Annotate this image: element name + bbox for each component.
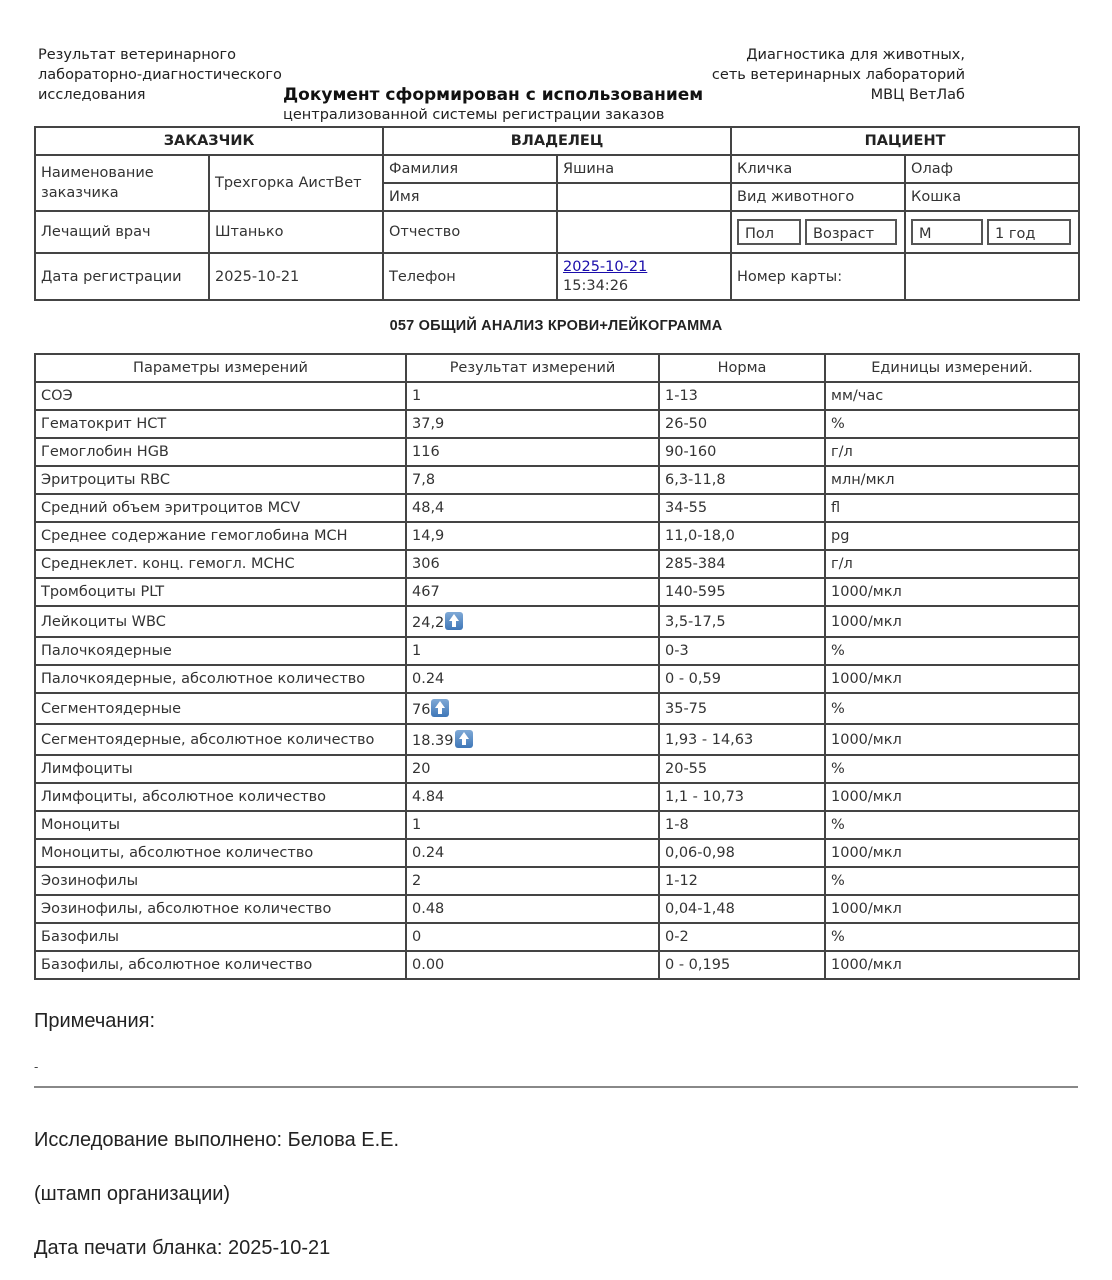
cell-norm <box>659 839 825 867</box>
cell-unit <box>825 550 1079 578</box>
cell-value <box>406 951 659 979</box>
norm-text: 1-8 <box>665 817 689 833</box>
cell-norm <box>659 438 825 466</box>
norm-text: 1-12 <box>665 873 698 889</box>
norm-text: 0,04-1,48 <box>665 901 735 917</box>
cell-norm <box>659 637 825 665</box>
cell-unit <box>825 410 1079 438</box>
cell-param <box>35 494 406 522</box>
card-number-value <box>905 253 1079 300</box>
param-text: Лимфоциты <box>41 761 133 777</box>
param-text: Эозинофилы <box>41 873 139 889</box>
cell-value <box>406 606 659 637</box>
cell-unit <box>825 466 1079 494</box>
patient-sex-age-labels <box>731 211 905 253</box>
norm-text: 0-2 <box>665 929 689 945</box>
param-text: Лимфоциты, абсолютное количество <box>41 789 327 805</box>
table-row <box>35 578 1079 606</box>
value-text: 0.24 <box>412 845 445 861</box>
norm-text: 0,06-0,98 <box>665 845 735 861</box>
table-row <box>35 755 1079 783</box>
cell-param <box>35 550 406 578</box>
param-text: Гематокрит HCT <box>41 416 167 432</box>
cell-param <box>35 839 406 867</box>
unit-text: г/л <box>831 444 853 460</box>
cell-param <box>35 466 406 494</box>
doctor-value: Штанько <box>209 211 383 253</box>
cell-norm <box>659 410 825 438</box>
col-header-parameter: Параметры измерений <box>35 354 406 382</box>
cell-norm <box>659 382 825 410</box>
norm-text: 34-55 <box>665 500 708 516</box>
document-title: Документ сформирован с использованием <box>283 85 704 105</box>
order-info-table <box>34 126 1080 301</box>
patient-nickname-value: Олаф <box>905 155 1079 183</box>
unit-text: % <box>831 929 845 945</box>
param-text: Тромбоциты PLT <box>41 584 165 600</box>
table-row <box>35 693 1079 724</box>
norm-text: 3,5-17,5 <box>665 613 726 630</box>
print-date: Дата печати бланка: 2025-10-21 <box>34 1237 331 1259</box>
notes-label: Примечания: <box>34 1010 156 1032</box>
cell-unit <box>825 606 1079 637</box>
owner-name-value <box>557 183 731 211</box>
arrow-up-icon <box>455 730 473 748</box>
cell-unit <box>825 665 1079 693</box>
value-text: 1 <box>412 817 422 833</box>
value-text: 0.48 <box>412 901 445 917</box>
sex-label: Пол <box>737 219 801 245</box>
cell-param <box>35 783 406 811</box>
unit-text: % <box>831 873 845 889</box>
cell-unit <box>825 724 1079 755</box>
cell-unit <box>825 867 1079 895</box>
cell-value <box>406 410 659 438</box>
cell-param <box>35 755 406 783</box>
table-row <box>35 923 1079 951</box>
age-label: Возраст <box>805 219 897 245</box>
unit-text: % <box>831 817 845 833</box>
cell-norm <box>659 693 825 724</box>
cell-unit <box>825 951 1079 979</box>
cell-param <box>35 637 406 665</box>
lab-name-line: МВЦ ВетЛаб <box>870 87 965 103</box>
document-subtitle: централизованной системы регистрации заказов <box>283 107 665 123</box>
param-text: Эритроциты RBC <box>41 472 170 488</box>
age-value: 1 год <box>987 219 1071 245</box>
norm-text: 1,93 - 14,63 <box>665 731 754 748</box>
table-row <box>35 382 1079 410</box>
cell-norm <box>659 466 825 494</box>
cell-value <box>406 783 659 811</box>
owner-patronymic-label: Отчество <box>383 211 557 253</box>
cell-value <box>406 839 659 867</box>
cell-norm <box>659 811 825 839</box>
param-text: Базофилы <box>41 929 119 945</box>
table-row <box>35 811 1079 839</box>
cell-value <box>406 522 659 550</box>
param-text: Палочкоядерные, абсолютное количество <box>41 671 366 687</box>
cell-value <box>406 665 659 693</box>
norm-text: 140-595 <box>665 584 726 600</box>
cell-value <box>406 438 659 466</box>
performed-by: Исследование выполнено: Белова Е.Е. <box>34 1129 400 1151</box>
unit-text: fl <box>831 500 841 516</box>
table-row <box>35 410 1079 438</box>
cell-unit <box>825 494 1079 522</box>
param-text: Сегментоядерные, абсолютное количество <box>41 731 375 748</box>
arrow-up-icon <box>431 699 449 717</box>
param-text: Гемоглобин HGB <box>41 444 169 460</box>
cell-param <box>35 665 406 693</box>
unit-text: 1000/мкл <box>831 731 902 748</box>
value-text: 37,9 <box>412 416 445 432</box>
cell-unit <box>825 839 1079 867</box>
table-row <box>35 665 1079 693</box>
organization-stamp: (штамп организации) <box>34 1183 231 1205</box>
param-text: Моноциты <box>41 817 120 833</box>
cell-norm <box>659 867 825 895</box>
cell-param <box>35 811 406 839</box>
value-text: 48,4 <box>412 500 445 516</box>
param-text: Палочкоядерные <box>41 643 172 659</box>
cell-value <box>406 382 659 410</box>
norm-text: 6,3-11,8 <box>665 472 726 488</box>
norm-text: 26-50 <box>665 416 708 432</box>
unit-text: % <box>831 643 845 659</box>
norm-text: 1-13 <box>665 388 698 404</box>
test-title: 057 ОБЩИЙ АНАЛИЗ КРОВИ+ЛЕЙКОГРАММА <box>389 318 723 334</box>
section-patient: ПАЦИЕНТ <box>731 127 1079 155</box>
cell-value <box>406 693 659 724</box>
unit-text: % <box>831 700 845 717</box>
cell-param <box>35 724 406 755</box>
notes-divider <box>34 1086 1078 1088</box>
cell-unit <box>825 895 1079 923</box>
patient-nickname-label: Кличка <box>731 155 905 183</box>
cell-unit <box>825 637 1079 665</box>
cell-param <box>35 951 406 979</box>
cell-value <box>406 755 659 783</box>
cell-unit <box>825 693 1079 724</box>
patient-sex-age-values <box>905 211 1079 253</box>
patient-species-label: Вид животного <box>731 183 905 211</box>
value-text: 306 <box>412 556 440 572</box>
cell-norm <box>659 895 825 923</box>
lab-name-block <box>712 45 965 105</box>
col-header-result: Результат измерений <box>406 354 659 382</box>
customer-name-value: Трехгорка АистВет <box>209 155 383 211</box>
cell-norm <box>659 606 825 637</box>
table-row <box>35 724 1079 755</box>
cell-param <box>35 522 406 550</box>
norm-text: 285-384 <box>665 556 726 572</box>
cell-param <box>35 693 406 724</box>
param-text: Средний объем эритроцитов MCV <box>41 500 301 516</box>
reg-date-value: 2025-10-21 <box>209 253 383 300</box>
cell-norm <box>659 724 825 755</box>
col-header-norm: Норма <box>659 354 825 382</box>
param-text: Базофилы, абсолютное количество <box>41 957 313 973</box>
cell-value <box>406 494 659 522</box>
param-text: СОЭ <box>41 388 73 404</box>
owner-name-label: Имя <box>383 183 557 211</box>
notes-value: - <box>34 1060 39 1074</box>
unit-text: мм/час <box>831 388 884 404</box>
param-text: Эозинофилы, абсолютное количество <box>41 901 332 917</box>
value-text: 467 <box>412 584 440 600</box>
unit-text: 1000/мкл <box>831 901 902 917</box>
norm-text: 1,1 - 10,73 <box>665 789 745 805</box>
value-text: 7,8 <box>412 472 436 488</box>
cell-unit <box>825 438 1079 466</box>
param-text: Сегментоядерные <box>41 700 182 717</box>
param-text: Среднеклет. конц. гемогл. MCHC <box>41 556 295 572</box>
cell-param <box>35 923 406 951</box>
table-row <box>35 783 1079 811</box>
doctor-label: Лечащий врач <box>35 211 209 253</box>
cell-param <box>35 867 406 895</box>
norm-text: 0-3 <box>665 643 689 659</box>
table-row <box>35 637 1079 665</box>
unit-text: г/л <box>831 556 853 572</box>
phone-link[interactable]: 2025-10-21 <box>563 258 648 275</box>
customer-name-label: Наименование заказчика <box>35 155 209 211</box>
lab-name-line: Диагностика для животных, <box>746 47 965 63</box>
owner-patronymic-value <box>557 211 731 253</box>
cell-norm <box>659 494 825 522</box>
cell-norm <box>659 783 825 811</box>
owner-phone-value <box>557 253 731 300</box>
cell-param <box>35 606 406 637</box>
patient-species-value: Кошка <box>905 183 1079 211</box>
norm-text: 0 - 0,195 <box>665 957 731 973</box>
cell-unit <box>825 923 1079 951</box>
norm-text: 90-160 <box>665 444 717 460</box>
owner-phone-label: Телефон <box>383 253 557 300</box>
table-row <box>35 606 1079 637</box>
lab-name-line: сеть ветеринарных лабораторий <box>711 67 965 83</box>
caption-line: Результат ветеринарного <box>38 47 237 63</box>
cell-norm <box>659 665 825 693</box>
unit-text: 1000/мкл <box>831 789 902 805</box>
unit-text: 1000/мкл <box>831 584 902 600</box>
sex-value: М <box>911 219 983 245</box>
value-text: 1 <box>412 643 422 659</box>
value-text: 2 <box>412 873 422 889</box>
table-row <box>35 522 1079 550</box>
param-text: Лейкоциты WBC <box>41 613 166 630</box>
value-text: 20 <box>412 761 431 777</box>
section-owner: ВЛАДЕЛЕЦ <box>383 127 731 155</box>
table-row <box>35 867 1079 895</box>
cell-norm <box>659 550 825 578</box>
norm-text: 20-55 <box>665 761 708 777</box>
cell-unit <box>825 811 1079 839</box>
cell-param <box>35 895 406 923</box>
lab-result-caption <box>38 45 282 105</box>
cell-unit <box>825 578 1079 606</box>
value-text: 116 <box>412 444 440 460</box>
cell-norm <box>659 578 825 606</box>
cell-param <box>35 438 406 466</box>
value-text: 4.84 <box>412 789 445 805</box>
value-text: 1 <box>412 388 422 404</box>
cell-value <box>406 867 659 895</box>
reg-date-label: Дата регистрации <box>35 253 209 300</box>
table-row <box>35 438 1079 466</box>
section-customer: ЗАКАЗЧИК <box>35 127 383 155</box>
caption-line: исследования <box>38 87 146 103</box>
table-row <box>35 839 1079 867</box>
cell-norm <box>659 755 825 783</box>
col-header-unit: Единицы измерений. <box>825 354 1079 382</box>
cell-value <box>406 550 659 578</box>
norm-text: 11,0-18,0 <box>665 528 735 544</box>
cell-param <box>35 410 406 438</box>
cell-unit <box>825 382 1079 410</box>
unit-text: млн/мкл <box>831 472 895 488</box>
cell-norm <box>659 951 825 979</box>
cell-value <box>406 923 659 951</box>
phone-time: 15:34:26 <box>563 277 629 294</box>
cell-value <box>406 811 659 839</box>
cell-value <box>406 578 659 606</box>
caption-line: лабораторно-диагностического <box>38 67 282 83</box>
value-text: 18.39 <box>412 733 454 749</box>
unit-text: 1000/мкл <box>831 613 902 630</box>
value-text: 24,2 <box>412 615 445 631</box>
norm-text: 0 - 0,59 <box>665 671 721 687</box>
cell-unit <box>825 783 1079 811</box>
unit-text: 1000/мкл <box>831 957 902 973</box>
table-row <box>35 466 1079 494</box>
unit-text: % <box>831 761 845 777</box>
arrow-up-icon <box>445 612 463 630</box>
value-text: 0 <box>412 929 422 945</box>
table-row <box>35 895 1079 923</box>
cell-value <box>406 466 659 494</box>
value-text: 0.24 <box>412 671 445 687</box>
table-row <box>35 550 1079 578</box>
card-number-label: Номер карты: <box>731 253 905 300</box>
cell-param <box>35 382 406 410</box>
unit-text: % <box>831 416 845 432</box>
cell-param <box>35 578 406 606</box>
param-text: Среднее содержание гемоглобина MCH <box>41 528 348 544</box>
owner-surname-label: Фамилия <box>383 155 557 183</box>
cell-norm <box>659 522 825 550</box>
results-table <box>34 353 1080 980</box>
unit-text: 1000/мкл <box>831 671 902 687</box>
cell-unit <box>825 522 1079 550</box>
cell-value <box>406 637 659 665</box>
value-text: 14,9 <box>412 528 445 544</box>
table-row <box>35 951 1079 979</box>
value-text: 76 <box>412 702 431 718</box>
unit-text: 1000/мкл <box>831 845 902 861</box>
param-text: Моноциты, абсолютное количество <box>41 845 314 861</box>
unit-text: pg <box>831 528 850 544</box>
cell-value <box>406 724 659 755</box>
cell-unit <box>825 755 1079 783</box>
cell-value <box>406 895 659 923</box>
table-row <box>35 494 1079 522</box>
document-title-block <box>283 84 703 124</box>
owner-surname-value: Яшина <box>557 155 731 183</box>
norm-text: 35-75 <box>665 700 708 717</box>
value-text: 0.00 <box>412 957 445 973</box>
cell-norm <box>659 923 825 951</box>
